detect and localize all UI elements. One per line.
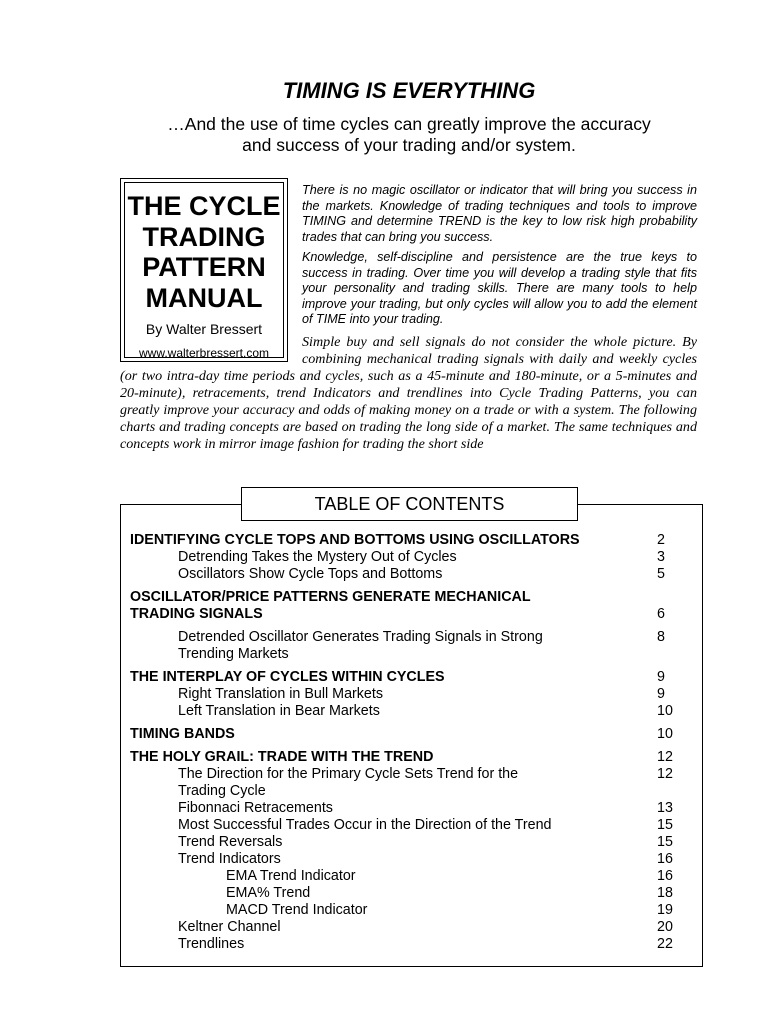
toc-entry[interactable]	[130, 817, 675, 834]
manual-title-line-2: TRADING	[142, 221, 266, 252]
toc-entry[interactable]	[130, 703, 675, 720]
toc-entry[interactable]	[130, 885, 675, 902]
toc-entry[interactable]	[130, 868, 675, 885]
toc-entry-page: 10	[657, 703, 673, 719]
toc-entry-label: THE INTERPLAY OF CYCLES WITHIN CYCLES	[130, 669, 445, 685]
toc-entry-label: Detrending Takes the Mystery Out of Cycles	[178, 549, 457, 565]
toc-entry-page: 9	[657, 686, 665, 702]
toc-entry[interactable]	[130, 726, 675, 743]
toc-entry-label: Keltner Channel	[178, 919, 281, 935]
toc-entry-label: Most Successful Trades Occur in the Direction of the Trend	[178, 817, 552, 833]
toc-entry[interactable]	[130, 919, 675, 936]
toc-entry-page: 13	[657, 800, 673, 816]
toc-entry-page: 22	[657, 936, 673, 952]
toc-entry[interactable]	[130, 566, 675, 583]
manual-title-line-1: THE CYCLE	[127, 191, 281, 221]
toc-entry[interactable]	[130, 686, 675, 703]
toc-entry-label: EMA% Trend	[226, 885, 311, 901]
toc-entry-label: TIMING BANDS	[130, 726, 235, 742]
toc-entry[interactable]	[130, 936, 675, 953]
toc-entry[interactable]	[130, 589, 675, 606]
toc-entry-page: 3	[657, 549, 665, 565]
toc-entry-label: Trading Cycle	[178, 783, 266, 799]
toc-entry[interactable]	[130, 749, 675, 766]
toc-entry-label: THE HOLY GRAIL: TRADE WITH THE TREND	[130, 749, 434, 765]
toc-entry-page: 16	[657, 851, 673, 867]
toc-entry-page: 19	[657, 902, 673, 918]
intro-paragraph-2: Knowledge, self-discipline and persistence are the true keys to success in trading. Over time you will develop a trading style that fits your personality and trading skills. There are many tools to help improve your trading, but only cycles will allow you to add the element of TIME into your trading.	[302, 250, 697, 326]
subtitle-line-1: …And the use of time cycles can greatly improve the accuracy	[167, 114, 651, 134]
manual-title-box-inner	[124, 182, 284, 358]
intro-paragraph-1: There is no magic oscillator or indicator that will bring you success in the markets. Knowledge of trading techniques and tools to improve TIMING and determine TREND is the key to low risk high probability trades that can bring you success.	[302, 183, 697, 244]
toc-entry-label: The Direction for the Primary Cycle Sets Trend for the	[178, 766, 519, 782]
manual-title-box	[120, 178, 288, 362]
toc-entry-label: Right Translation in Bull Markets	[178, 686, 384, 702]
toc-entry-label: Detrended Oscillator Generates Trading Signals in Strong	[178, 629, 543, 645]
manual-website: www.walterbressert.com	[138, 346, 270, 360]
manual-title-line-4: MANUAL	[145, 282, 263, 313]
toc-entry-label: Trendlines	[178, 936, 245, 952]
toc-entry-label: MACD Trend Indicator	[226, 902, 368, 918]
toc-entry-page: 15	[657, 817, 673, 833]
manual-author: By Walter Bressert	[145, 321, 263, 337]
toc-entry-label: Fibonnaci Retracements	[178, 800, 333, 816]
toc-entry-page: 5	[657, 566, 665, 582]
toc-entry-page: 2	[657, 532, 665, 548]
toc-entry[interactable]	[130, 834, 675, 851]
toc-entry-label: OSCILLATOR/PRICE PATTERNS GENERATE MECHANICAL	[130, 589, 531, 605]
toc-entry[interactable]	[130, 851, 675, 868]
toc-entry-page: 20	[657, 919, 673, 935]
toc-entry-label: IDENTIFYING CYCLE TOPS AND BOTTOMS USING OSCILLATORS	[130, 532, 580, 548]
toc-entry-page: 16	[657, 868, 673, 884]
page-title: TIMING IS EVERYTHING	[282, 78, 536, 103]
toc-entry-label: Oscillators Show Cycle Tops and Bottoms	[178, 566, 443, 582]
toc-entry[interactable]	[130, 532, 675, 549]
manual-title-line-3: PATTERN	[142, 252, 266, 282]
table-of-contents	[130, 532, 675, 953]
intro-section	[120, 178, 697, 453]
toc-entry-page: 15	[657, 834, 673, 850]
page-subtitle	[100, 114, 718, 156]
toc-entry-page: 12	[657, 749, 673, 765]
subtitle-line-2: and success of your trading and/or system.	[242, 135, 576, 155]
manual-title	[125, 191, 283, 313]
toc-entry-label: EMA Trend Indicator	[226, 868, 356, 884]
toc-entry[interactable]	[130, 902, 675, 919]
toc-entry-page: 9	[657, 669, 665, 685]
toc-entry[interactable]	[130, 783, 675, 800]
toc-entry-page: 10	[657, 726, 673, 742]
toc-entry[interactable]	[130, 800, 675, 817]
toc-entry-page: 18	[657, 885, 673, 901]
toc-entry-page: 6	[657, 606, 665, 622]
toc-entry[interactable]	[130, 549, 675, 566]
toc-entry[interactable]	[130, 646, 675, 663]
toc-entry-label: Trend Reversals	[178, 834, 283, 850]
toc-entry[interactable]	[130, 766, 675, 783]
toc-entry[interactable]	[130, 669, 675, 686]
toc-entry[interactable]	[130, 629, 675, 646]
table-of-contents-heading: TABLE OF CONTENTS	[241, 487, 578, 521]
toc-entry[interactable]	[130, 606, 675, 623]
toc-entry-label: TRADING SIGNALS	[130, 606, 263, 622]
toc-entry-label: Trending Markets	[178, 646, 289, 662]
toc-entry-page: 8	[657, 629, 665, 645]
intro-paragraph-3: Simple buy and sell signals do not consider the whole picture. By combining mechanical trading signals with daily and weekly cycles (or two intra-day time periods and cycles, such as a 45-minute and 180-minute, or a 5-minutes and 20-minute), retracements, trend Indicators and trendlines into Cycle Trading Patterns, you can greatly improve your accuracy and odds of making money on a trade or with a system. The following charts and trading concepts are based on trading the long side of a market. The same techniques and concepts work in mirror image fashion for trading the short side	[120, 333, 697, 452]
toc-entry-page: 12	[657, 766, 673, 782]
toc-entry-label: Left Translation in Bear Markets	[178, 703, 380, 719]
toc-entry-label: Trend Indicators	[178, 851, 281, 867]
